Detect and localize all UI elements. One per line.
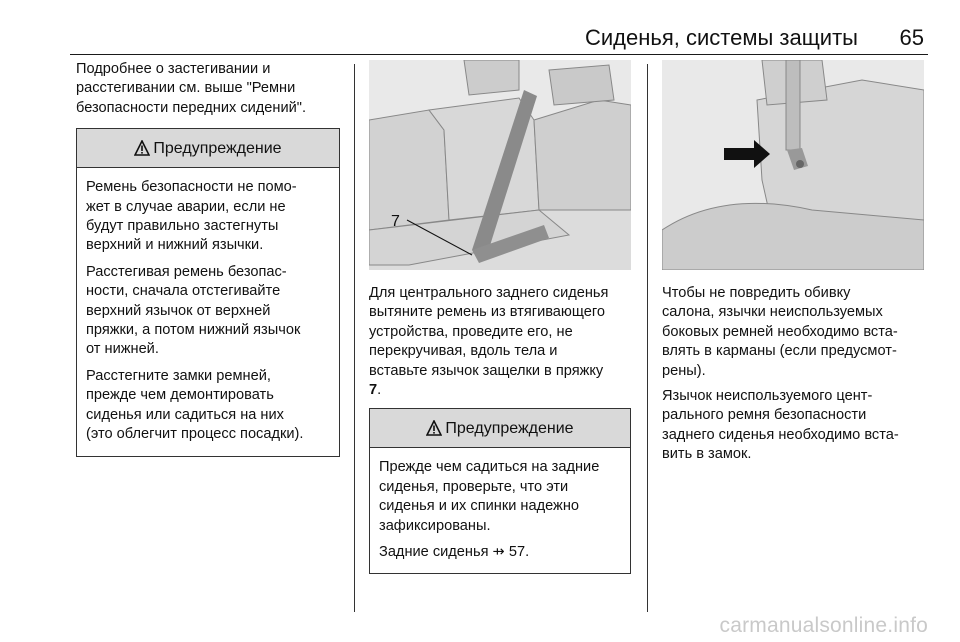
page-reference-icon: ⇸ bbox=[492, 544, 505, 561]
column-middle bbox=[369, 60, 631, 574]
instruction-text: Для центрального заднего сиденья вытяните ремень из втягивающего устройства, проведите его, не перекручивая, вдоль тела и вставьте язычок защелки в пряжку bbox=[369, 285, 609, 379]
warning-body bbox=[370, 448, 630, 573]
watermark-text: carmanualsonline.info bbox=[719, 614, 928, 637]
warning-paragraph: Расстегивая ремень безопас- ности, сначала отстегивайте верхний язычок от верхней пряжки, а потом нижний язычок от нижней. bbox=[86, 263, 301, 358]
warning-paragraph: Расстегните замки ремней, прежде чем демонтировать сиденья или садиться на них (это облегчит процесс посадки). bbox=[86, 367, 304, 443]
warning-box bbox=[76, 128, 340, 456]
warning-title: Предупреждение bbox=[153, 139, 282, 157]
warning-header bbox=[77, 129, 339, 168]
reference-page[interactable]: 57. bbox=[508, 544, 530, 561]
warning-title: Предупреждение bbox=[445, 419, 574, 437]
column-right bbox=[662, 60, 926, 471]
warning-paragraph: Ремень безопасности не помо- жет в случае аварии, если не будут правильно застегнуты верхний и нижний язычки. bbox=[86, 179, 297, 254]
cross-reference bbox=[379, 543, 622, 562]
warning-triangle-icon bbox=[426, 420, 442, 436]
page-header bbox=[70, 18, 928, 55]
page-number: 65 bbox=[899, 25, 924, 50]
body-paragraph: Язычок неиспользуемого цент- рального ремня безопасности заднего сиденья необходимо вста- вить в замок. bbox=[662, 388, 899, 463]
warning-body bbox=[77, 168, 339, 455]
reference-text[interactable]: Задние сиденья bbox=[379, 544, 489, 561]
instruction-callout-ref: 7 bbox=[369, 382, 378, 399]
column-divider-1 bbox=[354, 64, 355, 612]
intro-paragraph: Подробнее о застегивании и расстегивании см. выше "Ремни безопасности передних сидений". bbox=[76, 61, 307, 116]
warning-header bbox=[370, 409, 630, 448]
seat-belt-drawing bbox=[369, 60, 631, 270]
section-title: Сиденья, системы защиты bbox=[584, 25, 858, 50]
warning-box bbox=[369, 408, 631, 574]
column-divider-2 bbox=[647, 64, 648, 612]
seat-belt-pocket-illustration bbox=[662, 60, 924, 270]
rear-seat-belt-illustration bbox=[369, 60, 631, 270]
belt-pocket-drawing bbox=[662, 60, 924, 270]
instruction-paragraph bbox=[369, 284, 631, 400]
body-paragraph: Чтобы не повредить обивку салона, язычки неиспользуемых боковых ремней необходимо вста- влять в карманы (если предусмот- рены). bbox=[662, 285, 898, 379]
warning-triangle-icon bbox=[134, 140, 150, 156]
instruction-period: . bbox=[377, 382, 382, 399]
warning-paragraph: Прежде чем садиться на задние сиденья, проверьте, что эти сиденья и их спинки надежно зафиксированы. bbox=[379, 459, 600, 534]
callout-number: 7 bbox=[391, 213, 400, 230]
column-left bbox=[76, 60, 340, 457]
